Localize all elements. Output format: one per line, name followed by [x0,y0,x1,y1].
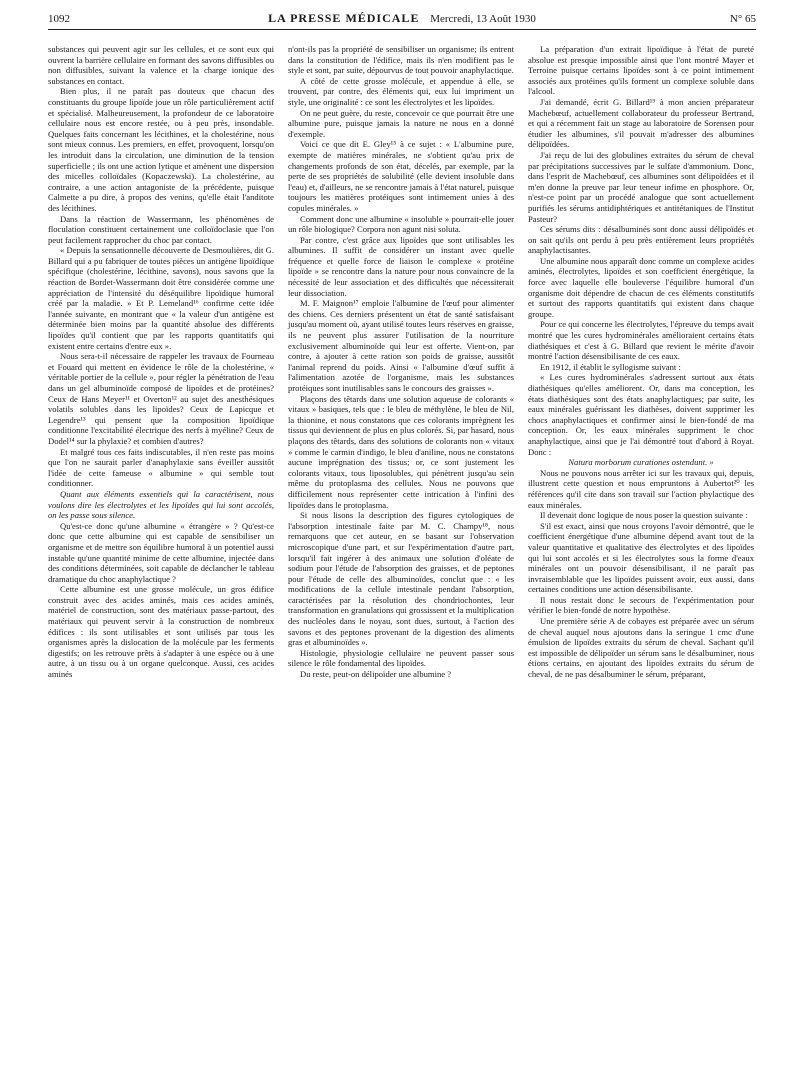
page-number: 1092 [48,13,70,25]
issue-number: N° 65 [729,13,756,25]
paragraph: Bien plus, il ne paraît pas douteux que chacun des constituants du groupe lipoïde joue un rôle particulièrement actif et spécialisé. Malheureusement, la profondeur de ce laboratoire cellulaire nous est encore restée, ou à peu près, insondable. Quelques faits concernant les lécithines, et la cholestérine, nous sont mieux connus. Les premiers, en effet, provoquent, lorsqu'on les introduit dans la circulation, une diminution de la tension superficielle ; ils ont une action lytique et amènent une dispersion des micelles colloïdales (Kopaczewski). La cholestérine, au contraire, a une action antagoniste de la précédente, puisque Calmette a pu dire, à propos des venins, qu'elle était l'anditote des lécithines. [48,86,274,213]
paragraph: « Depuis la sensationnelle découverte de Desmoulières, dit G. Billard qui a pu fabriquer de toutes pièces un antigène lipoïdique spécifique (cholestérine, lécithine, savons), nous savons que la réaction de Bordet-Wassermann doit être considérée comme une appréciation de l'intensité du déséquilibre lipoïdique humoral créé par la maladie. » Et P. Lemeland¹⁶ confirme cette idée l'année suivante, en montrant que « la valeur d'un antigène est déterminée bien moins par la quantité absolue des différents lipoïdes qu'il contient que par les rapports quantitatifs qui existent entre certains d'entre eux ». [48,245,274,351]
column-left [48,44,274,680]
paragraph: Et malgré tous ces faits indiscutables, il n'en reste pas moins que l'on ne saurait parler d'anaphylaxie sans éveiller aussitôt l'idée de cette fameuse « albumine » qui semble tout conditionner. [48,446,274,489]
paragraph: Si nous lisons la description des figures cytologiques de l'absorption intestinale faite par M. C. Champy¹⁸, nous remarquons que cet auteur, en se basant sur l'observation microscopique d'une part, et sur l'expérimentation d'autre part, lorsqu'il fait ingérer à des animaux une solution d'oléate de sodium pour l'étude de l'absorption des graisses, et de peptones pour l'étude de celle des albuminoïdes, conclut que : « les modifications de la cellule intestinale pendant l'absorption, caractérisées par la résolution des chondriochontes, leur transformation en granulations qui grossissent et la multiplication des nucléoles dans le noyau, sont dues, surtout, à l'action des savons et des peptones provenant de la digestion des aliments gras et albuminoïdes ». [288,510,514,648]
paragraph: A côté de cette grosse molécule, et appendue à elle, se trouvent, par contre, des éléments qui, eux lui impriment un style, une originalité : ce sont les électrolytes et les lipoïdes. [288,75,514,107]
text-columns [48,44,756,680]
paragraph: Cette albumine est une grosse molécule, un gros édifice construit avec des acides aminés, mais ces acides aminés, matériel de construction, sont des matériaux passe-partout, des matériaux qui peuvent servir à la construction de nombreux édifices : ils sont utilisables et sont utilisés par tous les organismes après la dislocation de la molécule par les ferments digestifs; on les retrouve prêts à s'adapter à une espèce ou à une autre, à un tissu ou à un organe quelconque. Aussi, ces acides aminés [48,584,274,680]
paragraph: Par contre, c'est grâce aux lipoïdes que sont utilisables les albumines. Il suffit de considérer un instant avec quelle fréquence et quelle force de liaison le complexe « protéine lipoïde » se rencontre dans la nature pour nous convaincre de la nécessité de leur association et des difficultés que nécessiterait leur dissociation. [288,234,514,298]
paragraph: Qu'est-ce donc qu'une albumine « étrangère » ? Qu'est-ce donc que cette albumine qui est capable de sensibiliser un organisme et de mettre son équilibre humoral à un potentiel aussi instable qu'une quantité minime de cette albumine, injectée dans des conditions déterminées, soit capable de déclancher le tableau dramatique du choc anaphylactique ? [48,520,274,584]
paragraph: Une première série A de cobayes est préparée avec un sérum de cheval auquel nous ajoutons dans la seringue 1 cmc d'une émulsion de lipoïdes extraits du sérum de cheval. Sachant qu'il est impossible de délipoïder un sérum sans le désalbuminer, nous étions certains, en ajoutant des lipoïdes extraits du sérum de cheval, de ne pas désalbuminer le sérum, préparant, [528,616,754,680]
paragraph: Nous ne pouvons nous arrêter ici sur les travaux qui, depuis, illustrent cette question et nous empruntons à Aubertot²⁰ les références qu'il cite dans son travail sur l'action phylactique des eaux minérales. [528,467,754,510]
paragraph: Plaçons des têtards dans une solution aqueuse de colorants « vitaux » basiques, tels que : le bleu de méthylène, le bleu de Nil, la thionine, et nous constatons que ces colorants imprègnent les tissus qui deviennent de plus en plus colorés. Si, par hasard, nous plaçons des têtards, dans des solutions de colorants non « vitaux » comme le carmin d'indigo, le bleu d'aniline, nous ne constatons aucune imprégnation des tissus; or, ce sont justement les colorants vitaux, tous liposolubles, qui pénètrent jusqu'au sein même du protoplasma des cellules. Nous ne pouvons que difficilement nous représenter cette intrication à l'infini des lipoïdes dans le protoplasma. [288,393,514,510]
paragraph: En 1912, il établit le syllogisme suivant : [540,361,681,372]
paragraph: Ces sérums dits : désalbuminés sont donc aussi délipoïdés et on sait qu'ils ont perdu à peu près entièrement leurs propriétés anaphylactisantes. [528,224,754,256]
paragraph: Nous sera-t-il nécessaire de rappeler les travaux de Fourneau et Fouard qui mettent en évidence le rôle de la cholestérine, « véritable portier de la cellule », pour régler la pénétration de l'eau dans un gel albuminoïde composé de lipoïdes et de protéines? Ceux de Hans Meyer¹¹ et Overton¹² au sujet des anesthésiques volatils solubles dans les lipoïdes? Ceux de Lapicque et Legendre¹³ qui pensent que la composition lipoïdique conditionne l'excitabilité électrique des nerfs à myéline? Ceux de Dodel¹⁴ sur la phylaxie? et combien d'autres? [48,351,274,446]
paragraph: La préparation d'un extrait lipoïdique à l'état de pureté absolue est presque impossible ainsi que l'ont montré Mayer et Terroine puisque certains lipoïdes sont à ce point intimement associés aux protéines qu'ils forment un complexe soluble dans l'alcool. [528,44,754,97]
issue-date: Mercredi, 13 Août 1930 [430,13,536,25]
paragraph: n'ont-ils pas la propriété de sensibiliser un organisme; ils entrent dans la constitution de l'édifice, mais ils n'en modifient pas le style et sont, par suite, dépourvus de tout pouvoir anaphylactique. [288,44,514,76]
paragraph: Une albumine nous apparaît donc comme un complexe acides aminés, électrolytes, lipoïdes et son coefficient énergétique, la force avec laquelle elle bouleverse l'équilibre humoral d'un organisme doit dépendre de chacun de ces éléments constitutifs et surtout des rapports quantitatifs qui existent dans chaque groupe. [528,255,754,319]
paragraph: Dans la réaction de Wassermann, les phénomènes de floculation constituent certainement une colloïdoclasie que l'on peut facilement rapprocher du choc par contact. [48,213,274,245]
column-right [528,44,754,680]
paragraph: Du reste, peut-on délipoïder une albumine ? [300,669,452,680]
paragraph: M. F. Maignon¹⁷ emploie l'albumine de l'œuf pour alimenter des chiens. Ces derniers présentent un état de santé satisfaisant jusqu'au moment où, ayant utilisé toutes leurs réserves en graisse, ils ne peuvent plus assurer l'utilisation de la nourriture exclusivement albuminoïde qui leur est offerte. Vient-on, par contre, à ajouter à cette ration son poids de graisse, aussitôt l'animal reprend du poids. Ainsi « l'albumine d'œuf suffit à l'alimentation azotée de l'organisme, mais les substances protéiques sont inutilisables sans le concours des graisses ». [288,298,514,393]
paragraph: Quant aux éléments essentiels qui la caractérisent, nous voulons dire les électrolytes et les lipoïdes qui lui sont accolés, on les passe sous silence. [48,488,274,521]
column-middle [288,44,514,680]
paragraph: Comment donc une albumine « insoluble » pourrait-elle jouer un rôle biologique? Corpora non agunt nisi soluta. [288,213,514,235]
running-head [48,0,756,30]
paragraph: Il nous restait donc le secours de l'expérimentation pour vérifier le bien-fondé de notre hypothèse. [528,594,754,616]
paragraph: Voici ce que dit E. Gley¹⁵ à ce sujet : « L'albumine pure, exempte de matières minérales, ne s'obtient qu'au prix de changements profonds de son état, décelés, par exemple, par la perte de ses propriétés de solubilité (elle devient insoluble dans l'eau) et, d'ailleurs, ne se rencontre jamais à l'état naturel, puisque toujours les matières protéiques sont intimement unies à des copules minérales. » [288,139,514,213]
journal-title-line [48,11,756,26]
paragraph: Histologie, physiologie cellulaire ne peuvent passer sous silence le rôle fondamental des lipoïdes. [288,647,514,669]
paragraph: Pour ce qui concerne les électrolytes, l'épreuve du temps avait montré que les cures hydrominérales amélioraient certains états diathésiques et c'est à G. Billard que revient le mérite d'avoir montré l'action désensibilisante de ces eaux. [528,319,754,362]
paragraph: substances qui peuvent agir sur les cellules, et ce sont eux qui ouvrent la barrière cellulaire en formant des savons diffusibles ou non diffusibles, suivant la valence et la charge ionique des substances en contact. [48,44,274,86]
paragraph: Natura morborum curationes ostendunt. » [568,457,714,468]
paragraph: « Les cures hydrominérales s'adressent surtout aux états diathésiques qu'elles améliorent. Or, dans ma conception, les états diathésiques sont des états anaphylactiques; par suite, les eaux minérales guérissant les diathèses, doivent supprimer les chocs anaphylactiques et confirmer ainsi le bien-fondé de ma conception. Or, les eaux minérales suppriment le choc anaphylactique, ainsi que je l'ai démontré tout d'abord à Royat. Donc : [528,372,754,457]
paragraph: J'ai reçu de lui des globulines extraites du sérum de cheval par précipitations successives par le sulfate d'ammonium. Donc, dans l'esprit de Machebœuf, ces albumines sont délipoïdées et il m'en donne la preuve par leur teneur infime en phosphore. Or, n'est-ce point par un procédé analogue que sont actuellement purifiés les sérums antidiphtériques et antitétaniques de l'Institut Pasteur? [528,149,754,224]
paragraph: Il devenait donc logique de nous poser la question suivante : [540,510,748,521]
paragraph: J'ai demandé, écrit G. Billard¹⁹ à mon ancien préparateur Machebœuf, actuellement collaborateur du professeur Bertrand, et qui a récemment fait un stage au laboratoire de Sorensen pour étudier les albumines, s'il pouvait m'adresser des albumines délipoïdées. [528,96,754,150]
journal-name: LA PRESSE MÉDICALE [268,11,420,25]
paragraph: S'il est exact, ainsi que nous croyons l'avoir démontré, que le coefficient énergétique d'une albumine dépend avant tout de la valeur quantitative et qualitative des électrolytes et des lipoïdes qui lui sont accolés et si les électrolytes sous la forme d'eaux minérales ont un pouvoir désensibilisant, il ne paraît pas invraisemblable que les lipoïdes puissent avoir, eux aussi, dans certaines conditions une action désensibilisante. [528,520,754,595]
paragraph: On ne peut guère, du reste, concevoir ce que pourrait être une albumine pure, puisque jamais la nature ne nous en a donné d'exemple. [288,107,514,139]
